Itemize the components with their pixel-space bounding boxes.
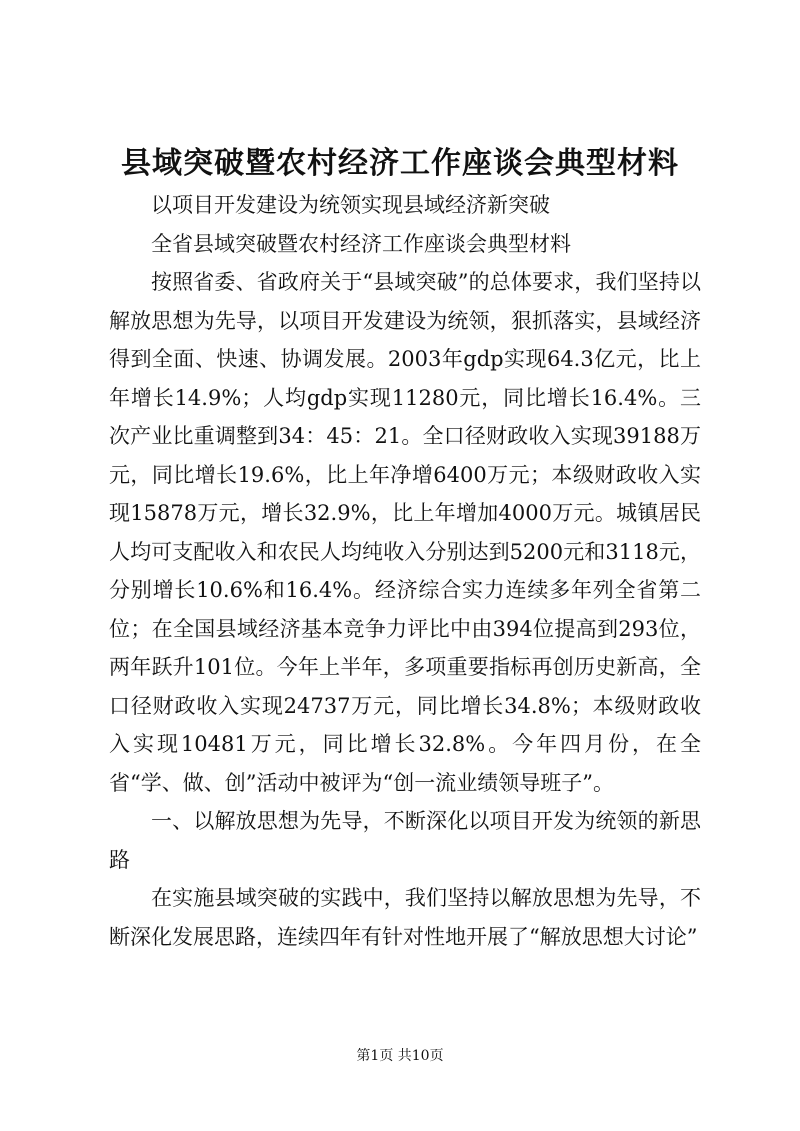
- page-footer: 第1页 共10页: [356, 1048, 444, 1064]
- document-body: [109, 186, 701, 956]
- section-heading: 一、以解放思想为先导，不断深化以项目开发为统领的新思路: [109, 809, 701, 872]
- body-paragraph: 按照省委、省政府关于“县域突破”的总体要求，我们坚持以解放思想为先导，以项目开发建设为统领，狠抓落实，县域经济得到全面、快速、协调发展。2003年gdp实现64.3亿元，比上年增长14.9%；人均gdp实现11280元，同比增长16.4%。三次产业比重调整到34：45：21。全口径财政收入实现39188万元，同比增长19.6%，比上年净增6400万元；本级财政收入实现15878万元，增长32.9%，比上年增加4000万元。城镇居民人均可支配收入和农民人均纯收入分别达到5200元和3118元，分别增长10.6%和16.4%。经济综合实力连续多年列全省第二位；在全国县域经济基本竞争力评比中由394位提高到293位，两年跃升101位。今年上半年，多项重要指标再创历史新高，全口径财政收入实现24737万元，同比增长34.8%；本级财政收入实现10481万元，同比增长32.8%。今年四月份，在全省“学、做、创”活动中被评为“创一流业绩领导班子”。: [109, 270, 701, 795]
- subtitle-line: 以项目开发建设为统领实现县域经济新突破: [151, 193, 550, 217]
- body-paragraph: 在实施县域突破的实践中，我们坚持以解放思想为先导，不断深化发展思路，连续四年有针对性地开展了“解放思想大讨论”: [109, 886, 701, 949]
- document-title: 县域突破暨农村经济工作座谈会典型材料: [121, 146, 679, 181]
- subtitle-line: 全省县域突破暨农村经济工作座谈会典型材料: [151, 231, 571, 256]
